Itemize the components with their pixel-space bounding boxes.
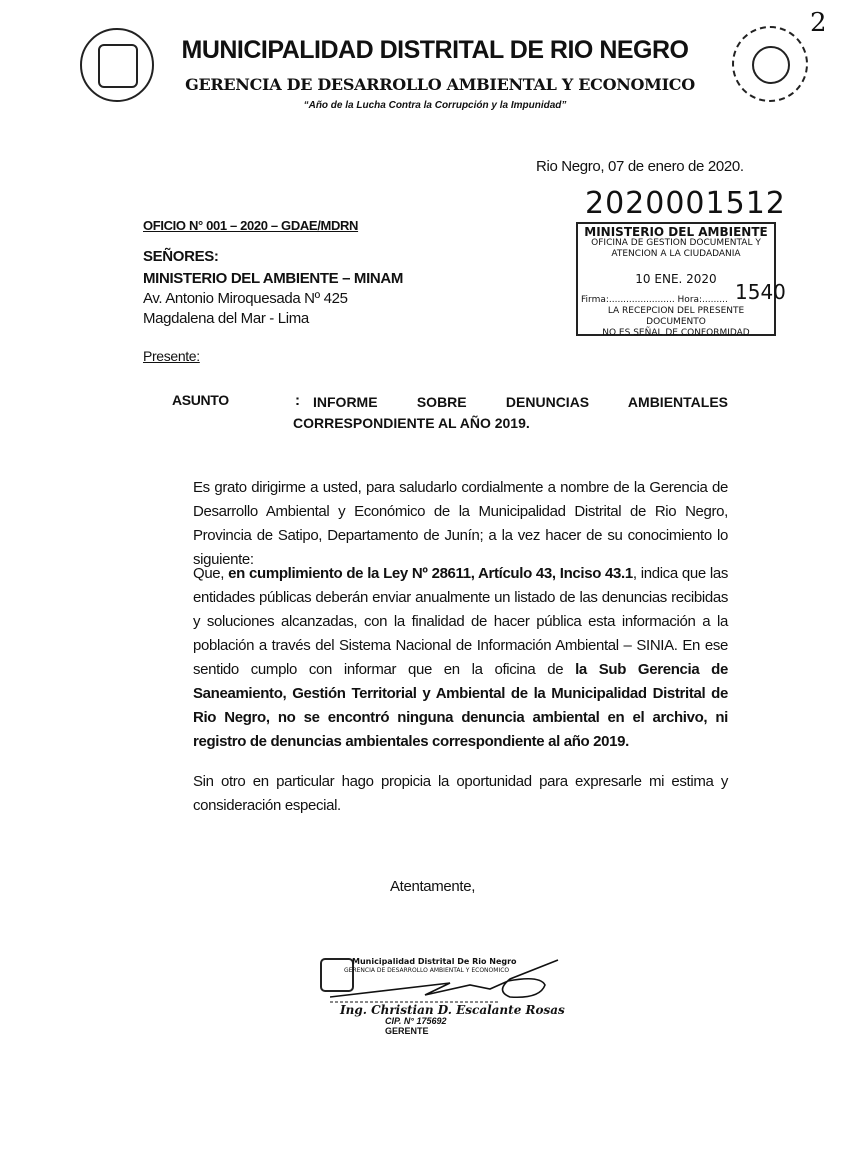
header-title: MUNICIPALIDAD DISTRITAL DE RIO NEGRO bbox=[181, 36, 689, 64]
motto: “Año de la Lucha Contra la Corrupción y la Impunidad” bbox=[303, 100, 567, 111]
finding-text: la Sub Gerencia de Saneamiento, Gestión Territorial y Ambiental de la Municipalidad Distrital de Rio Negro, no se encontró ninguna denuncia ambiental en el archivo, ni registro de denuncias ambientales correspondiente al año 2019. bbox=[193, 661, 728, 750]
signer-role: GERENTE bbox=[385, 1026, 429, 1036]
handwritten-time: 1540 bbox=[735, 280, 786, 304]
stamp-firma: Firma:....................... Hora:......... bbox=[581, 295, 728, 305]
recipient-address: Av. Antonio Miroquesada Nº 425 bbox=[143, 290, 348, 307]
handwritten-number: 2020001512 bbox=[585, 186, 786, 221]
signer-name: Ing. Christian D. Escalante Rosas bbox=[340, 1003, 565, 1017]
header-subtitle: GERENCIA DE DESARROLLO AMBIENTAL Y ECONOMICO bbox=[185, 75, 695, 94]
salutation: SEÑORES: bbox=[143, 248, 219, 265]
reception-stamp bbox=[576, 222, 776, 336]
municipal-logo bbox=[80, 28, 154, 102]
stamp-line: MINISTERIO DEL AMBIENTE bbox=[584, 225, 768, 239]
law-reference: en cumplimiento de la Ley Nº 28611, Artículo 43, Inciso 43.1 bbox=[228, 565, 633, 582]
closing: Atentamente, bbox=[390, 878, 476, 895]
subject-label: ASUNTO bbox=[172, 392, 229, 408]
paragraph-text: Es grato dirigirme a usted, para saludarlo cordialmente a nombre de la Gerencia de Desarrollo Ambiental y Económico de la Municipalidad Distrital de Rio Negro, Provincia de Satipo, Departamento de Junín; a la vez hacer de su conocimiento lo siguiente: bbox=[193, 479, 728, 568]
signer-cip: CIP. N° 175692 bbox=[385, 1016, 447, 1026]
paragraph-text: Que, bbox=[193, 565, 229, 582]
paragraph-text: Sin otro en particular hago propicia la oportunidad para expresarle mi estima y consideración especial. bbox=[193, 773, 728, 814]
subject-colon: : bbox=[295, 392, 300, 409]
date: Rio Negro, 07 de enero de 2020. bbox=[536, 158, 744, 175]
stamp-note: LA RECEPCION DEL PRESENTE DOCUMENTO bbox=[607, 306, 745, 327]
recipient-name: MINISTERIO DEL AMBIENTE – MINAM bbox=[143, 270, 403, 287]
logo-seal-right bbox=[732, 26, 808, 102]
paragraph-3 bbox=[193, 770, 728, 818]
presente: Presente: bbox=[143, 348, 200, 364]
stamp-date: 10 ENE. 2020 bbox=[635, 272, 717, 286]
reference: OFICIO N° 001 – 2020 – GDAE/MDRN bbox=[143, 218, 359, 233]
recipient-address: Magdalena del Mar - Lima bbox=[143, 310, 309, 327]
page-mark: 2 bbox=[810, 8, 827, 38]
seal-text: GERENCIA DE DESARROLLO AMBIENTAL Y ECONOMICO bbox=[344, 967, 510, 974]
seal-text: Municipalidad Distrital De Rio Negro bbox=[352, 957, 517, 966]
stamp-note: NO ES SEÑAL DE CONFORMIDAD bbox=[602, 328, 750, 338]
paragraph-2 bbox=[193, 562, 728, 754]
paragraph-text: , indica que las entidades públicas deberán enviar anualmente un listado de las denuncias recibidas y soluciones alcanzadas, con la finalidad de hacer pública esta información a la población a través del Sistema Nacional de Información Ambiental – SINIA. En ese sentido cumplo con informar que en la oficina de bbox=[193, 565, 729, 678]
stamp-line: ATENCION A LA CIUDADANIA bbox=[611, 249, 741, 259]
paragraph-1 bbox=[193, 476, 728, 572]
subject-text: INFORME SOBRE DENUNCIAS AMBIENTALES CORRESPONDIENTE AL AÑO 2019. bbox=[293, 394, 728, 431]
stamp-line: OFICINA DE GESTION DOCUMENTAL Y bbox=[591, 238, 761, 248]
